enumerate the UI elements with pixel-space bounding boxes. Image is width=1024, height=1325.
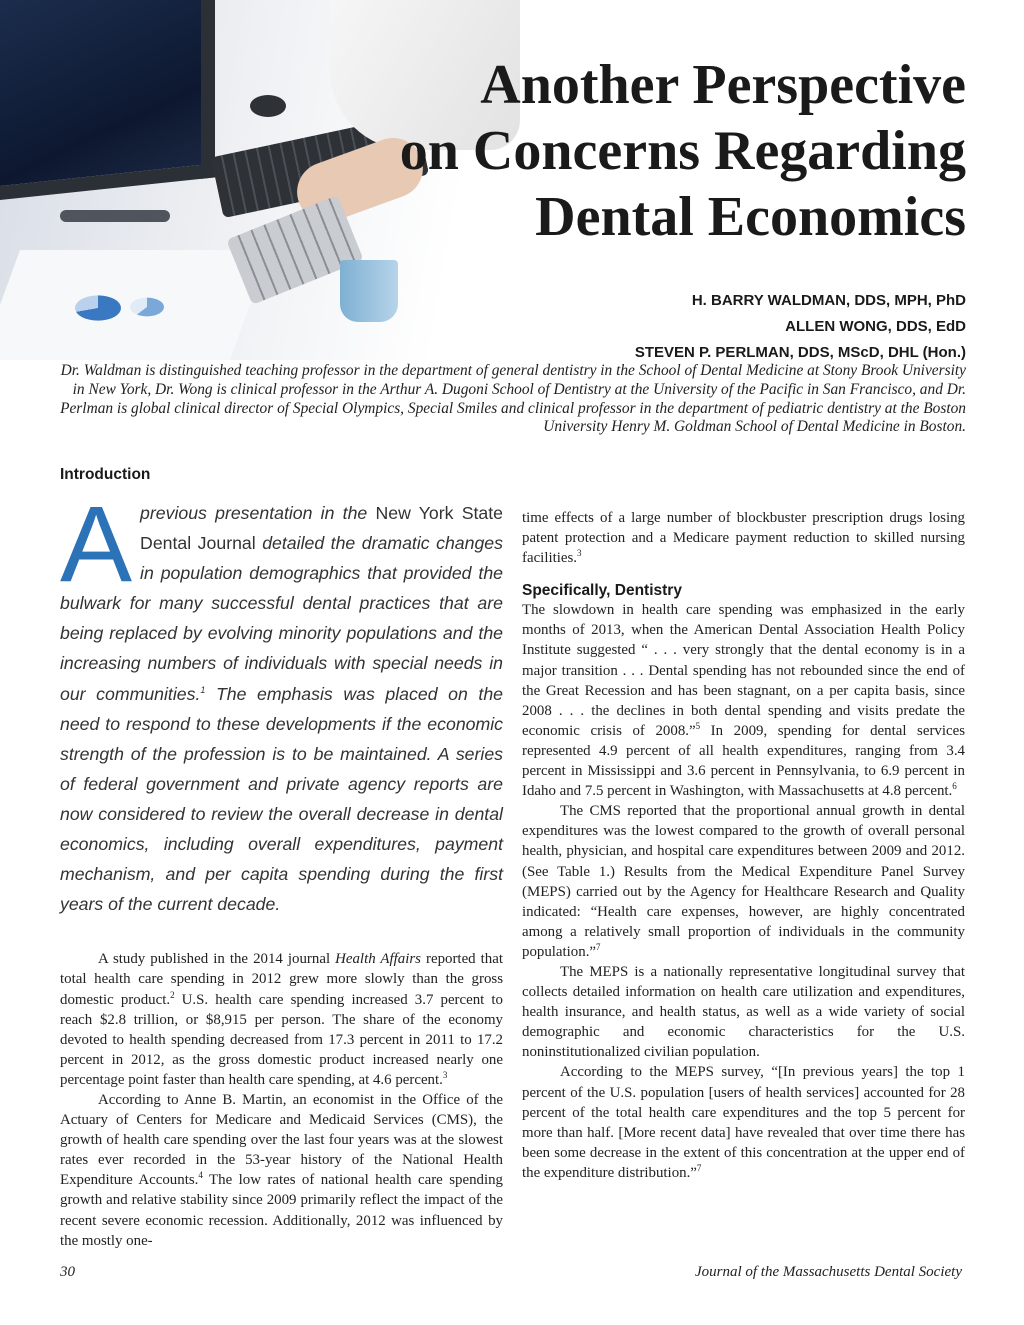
reference-marker: 7 (596, 941, 601, 952)
lead-text-2: detailed the dramatic changes in population demographics that provided the bulwark for many successful dental practices that are being replaced by evolving minority populations and the increasing numbers of individuals with special needs in our communities. (60, 533, 503, 704)
author-3: STEVEN P. PERLMAN, DDS, MScD, DHL (Hon.) (634, 344, 966, 361)
text-run: A study published in the 2014 journal (98, 951, 336, 968)
reference-marker: 7 (696, 1162, 702, 1173)
computer-monitor-icon (0, 0, 215, 200)
coffee-cup-icon (340, 260, 398, 322)
title-line-3: Dental Economics (535, 186, 966, 248)
author-2: ALLEN WONG, DDS, EdD (785, 318, 966, 335)
journal-name-footer: Journal of the Massachusetts Dental Society (694, 1264, 962, 1280)
reference-marker: 1 (200, 684, 206, 695)
left-body-text (60, 949, 503, 1250)
lead-journal-name: New York State Dental Journal (140, 503, 504, 554)
text-run: time effects of a large number of blockbuster prescription drugs losing patent protection and a Medicare payment reduction to skilled nursing facilities. (522, 510, 965, 567)
reference-marker: 3 (442, 1069, 448, 1080)
page-number: 30 (60, 1264, 75, 1280)
author-1: H. BARRY WALDMAN, DDS, MPH, PhD (691, 292, 966, 309)
paragraph (522, 962, 965, 1062)
reference-marker: 2 (170, 989, 175, 1000)
paragraph (522, 801, 965, 962)
right-body-text (522, 508, 965, 568)
lead-text-3: The emphasis was placed on the need to respond to these developments if the economic strength of the profession is to be maintained. A series of federal government and private agency reports are now considered to review the overall decrease in dental economics, including overall expenditures, payment mechanism, and per capita spending during the first years of the current decade. (60, 683, 503, 915)
title-line-1: Another Perspective (480, 54, 966, 116)
reference-marker: 4 (198, 1170, 203, 1181)
section-heading-dentistry: Specifically, Dentistry (522, 582, 682, 600)
reference-marker: 3 (577, 548, 582, 559)
drop-cap: A (60, 483, 133, 604)
text-run: The low rates of national health care spending growth and relative stability since 2009 primarily reflect the impact of the recent severe economic recession. Additionally, 2012 was influenced by the mostly one- (60, 1172, 503, 1249)
text-run: The MEPS is a nationally representative longitudinal survey that collects detailed information on health care utilization and expenditures, health insurance, and health status, as well as a wide variety of social demographic and economic characteristics for the U.S. noninstitutionalized civilian population. (522, 963, 965, 1061)
lead-paragraph (60, 483, 504, 919)
pie-chart-icon-small (130, 298, 164, 317)
journal-name: Health Affairs (335, 951, 421, 968)
paragraph (522, 1062, 965, 1183)
text-run: The slowdown in health care spending was emphasized in the early months of 2013, when the American Dental Association Health Policy Institute suggested “ . . . very strongly that the dental economy is in a major transition . . . Dental spending has not rebounded since the end of the Great Recession and has been stagnant, on a per capita basis, since 2008 . . . the declines in both dental spending and visits predate the economic crisis of 2008.” (522, 602, 965, 739)
author-list (446, 288, 966, 366)
paragraph (60, 949, 503, 1090)
text-run: The CMS reported that the proportional annual growth in dental expenditures was the lowest compared to the growth of overall personal health, physician, and hospital care expenditures between 2009 and 2012. (See Table 1.) Results from the Medical Expenditure Panel Survey (MEPS) carried out by the Agency for Healthcare Research and Quality indicated: “Health care expenses, however, are highly concentrated among a relatively small proportion of individuals in the community population.” (522, 803, 965, 960)
paragraph (522, 600, 965, 801)
author-affiliation: Dr. Waldman is distinguished teaching professor in the department of general dentistry in the School of Dental Medicine at Stony Brook University in New York, Dr. Wong is clinical professor in the Arthur A. Dugoni School of Dentistry at the University of the Pacific in San Francisco, and Dr. Perlman is global clinical director of Special Olympics, Special Smiles and clinical professor in the department of pediatric dentistry at the Boston University Henry M. Goldman School of Dental Medicine in Boston. (60, 362, 966, 436)
lead-text-1: previous presentation in the (140, 503, 376, 523)
reference-marker: 5 (695, 720, 701, 731)
paragraph (522, 508, 965, 568)
text-run: According to Anne B. Martin, an economist in the Office of the Actuary of Centers for Medicare and Medicaid Services (CMS), the growth of health care spending over the last four years was at the slowest rates ever recorded in the 53-year history of the National Health Expenditure Accounts. (60, 1091, 503, 1189)
right-column (522, 508, 965, 1183)
text-run: In 2009, spending for dental services represented 4.9 percent of all health expenditures, ranging from 3.4 percent in Mississippi and 3.6 percent in Pennsylvania, to 6.9 percent in Idaho and 7.5 percent in Washington, with Massachusetts at 4.8 percent. (522, 722, 965, 800)
paragraph (60, 1090, 503, 1251)
article-title (326, 52, 966, 250)
reference-marker: 6 (952, 781, 957, 792)
monitor-stand (60, 210, 170, 222)
pie-chart-icon (75, 295, 121, 320)
text-run: reported that total health care spending in 2012 grew more slowly than the gross domestic product. (60, 951, 503, 1008)
section-heading-introduction: Introduction (60, 466, 151, 483)
right-body-text-2 (522, 600, 965, 1183)
left-column (60, 466, 503, 1251)
text-run: According to the MEPS survey, “[In previous years] the top 1 percent of the U.S. population [users of health services] accounted for 28 percent of the total health care expenditures and the top 5 percent for more than half. [More recent data] have revealed that over time there has been some decrease in the extent of this concentration at the upper end of the expenditure distribution.” (522, 1064, 965, 1181)
mouse-icon (250, 95, 286, 117)
title-line-2: on Concerns Regarding (399, 120, 966, 182)
text-run: U.S. health care spending increased 3.7 percent to reach $2.8 trillion, or $8,915 per person. The share of the economy devoted to health spending decreased from 17.3 percent in 2011 to 17.2 percent in 2012, as the gross domestic product increased nearly one percentage point faster than health care spending, at 4.6 percent. (60, 991, 503, 1088)
